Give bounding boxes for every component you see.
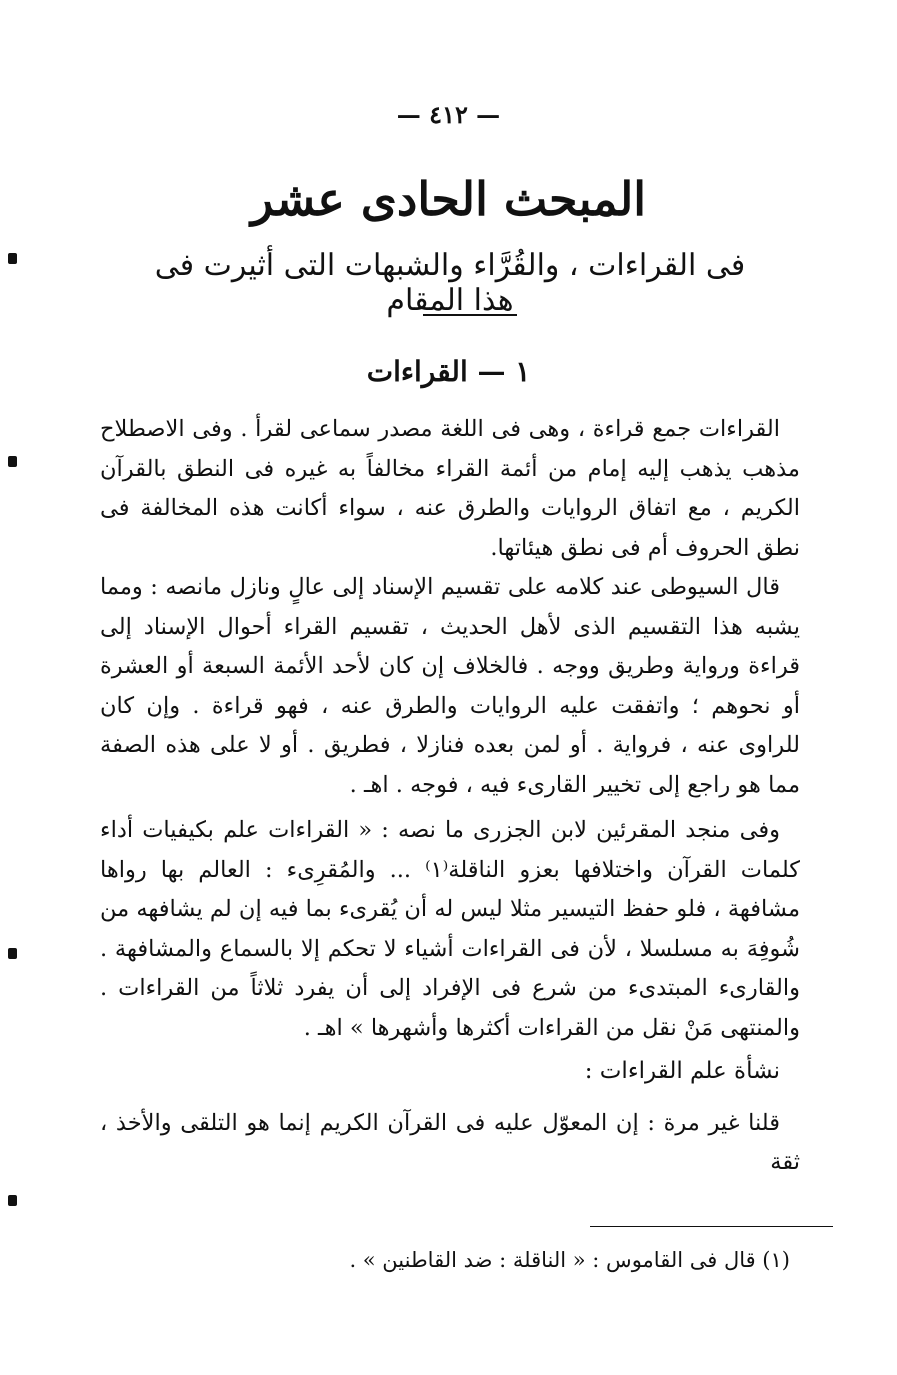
margin-mark [8,1195,17,1206]
footnote: (١) قال فى القاموس : « الناقلة : ضد القاطنين » . [349,1248,790,1272]
margin-mark [8,456,17,467]
paragraph-origin-start: قلنا غير مرة : إن المعوّل عليه فى القرآن الكريم إنما هو التلقى والأخذ ، ثقة [100,1109,800,1175]
paragraph-definition: القراءات جمع قراءة ، وهى فى اللغة مصدر سماعى لقرأ . وفى الاصطلاح مذهب يذهب إليه إمام من أئمة القراء مخالفاً به غيره فى النطق بالقرآن الكريم ، مع اتفاق الروايات والطرق عنه ، سواء أكانت هذه المخالفة فى نطق الحروف أم فى نطق هيئاتها. [100,416,800,561]
chapter-title: المبحث الحادى عشر [250,172,647,226]
paragraph-ibn-jazari-quote: وفى منجد المقرئين لابن الجزرى ما نصه : « القراءات علم بكيفيات أداء كلمات القرآن واختلافها بعزو الناقلة⁽١⁾ ... والمُقرِىء : العالم بها رواها مشافهة ، فلو حفظ التيسير مثلا ليس له أن يُقرىء بما فيه إن لم يشافهه من شُوفِهَ به مسلسلا ، لأن فى القراءات أشياء لا تحكم إلا بالسماع والمشافهة . والقارىء المبتدىء من شرع فى الإفراد إلى أن يفرد ثلاثاً من القراءات . والمنتهى مَنْ نقل من القراءات أكثرها وأشهرها » اهـ . [100,817,801,1041]
page-number: — ٤١٢ — [396,100,501,129]
footnote-divider [590,1226,833,1227]
body-text [100,410,800,1183]
chapter-subtitle: فى القراءات ، والقُرَّاء والشبهات التى أثيرت فى هذا المقام [154,248,746,318]
sub-heading: نشأة علم القراءات : [584,1058,780,1084]
paragraph-suyuti-quote: قال السيوطى عند كلامه على تقسيم الإسناد إلى عالٍ ونازل مانصه : ومما يشبه هذا التقسيم الذى لأهل الحديث ، تقسيم القراء أحوال الإسناد إلى قراءة ورواية وطريق ووجه . فالخلاف إن كان لأحد الأئمة السبعة أو العشرة أو نحوهم ؛ واتفقت عليه الروايات والطرق عنه ، فهو قراءة . وإن كان للراوى عنه ، فرواية . أو لمن بعده فنازلا ، فطريق . أو لا على هذه الصفة مما هو راجع إلى تخيير القارىء فيه ، فوجه . اهـ . [100,574,800,798]
section-heading: ١ — القراءات [366,355,531,388]
margin-mark [8,253,17,264]
margin-mark [8,948,17,959]
title-divider [423,314,517,316]
